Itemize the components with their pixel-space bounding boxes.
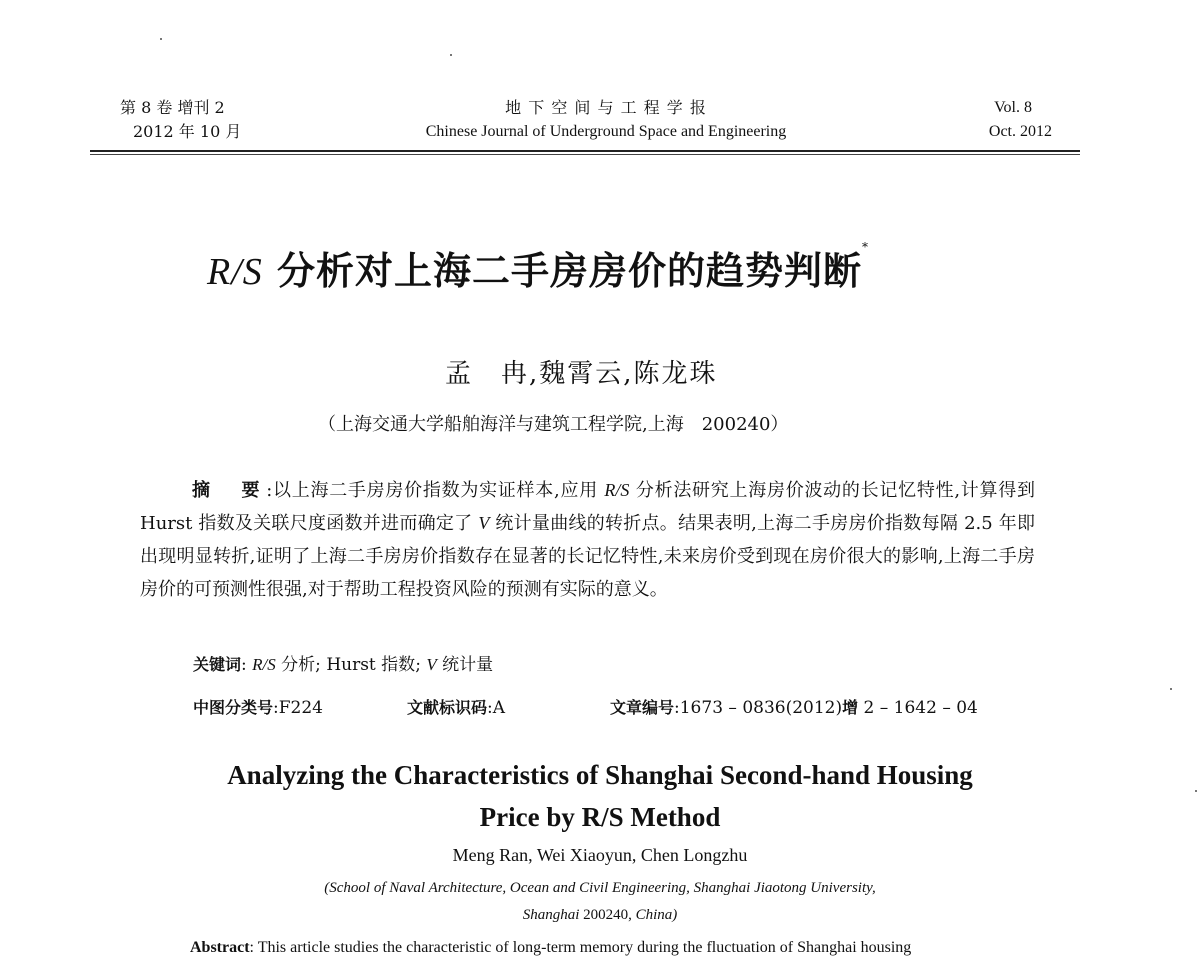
scan-speck [1170, 688, 1172, 690]
authors-cn: 孟 冉,魏霄云,陈龙珠 [445, 359, 718, 389]
keywords-label: 关键词 [193, 655, 242, 674]
title-cn-text: 分析对上海二手房房价的趋势判断 [262, 248, 863, 293]
title-rs-term: R/S [207, 251, 263, 293]
date-en: Oct. 2012 [988, 123, 1052, 140]
abstract-cn-label: 摘 要 [192, 480, 267, 501]
volume-issue-cn: 第 8 卷 增刊 2 [120, 98, 225, 117]
journal-name-cn: 地 下 空 间 与 工 程 学 报 [505, 98, 707, 117]
paper-title-cn [207, 240, 869, 295]
affiliation-en-line1: (School of Naval Architecture, Ocean and Civil Engineering, Shanghai Jiaotong University, [324, 880, 876, 896]
title-footnote-mark: * [862, 240, 870, 254]
abstract-en: Abstract: This article studies the characteristic of long-term memory during the fluctuation of Shanghai housing [190, 939, 912, 956]
scan-speck [1195, 790, 1197, 792]
document-code: 文献标识码:A [407, 698, 506, 718]
article-number: 文章编号:1673 – 0836(2012)增 2 – 1642 – 04 [610, 698, 978, 718]
abstract-en-label: Abstract [190, 939, 250, 956]
paper-title-en-line2: Price by R/S Method [479, 802, 721, 832]
scan-speck [160, 38, 162, 40]
clc-number: 中图分类号:F224 [193, 698, 323, 718]
paper-title-en-line1: Analyzing the Characteristics of Shanghai Second-hand Housing [227, 760, 973, 790]
journal-name-en: Chinese Journal of Underground Space and Engineering [425, 123, 787, 140]
keywords-cn: 关键词: R/S 分析; Hurst 指数; V 统计量 [193, 655, 494, 675]
volume-en: Vol. 8 [994, 99, 1032, 116]
scan-speck [450, 54, 452, 56]
header-rule-thick [90, 150, 1080, 152]
affiliation-en-line2: Shanghai 200240, China) [522, 907, 678, 923]
affiliation-cn: （上海交通大学船舶海洋与建筑工程学院,上海 200240） [318, 414, 789, 435]
date-cn: 2012 年 10 月 [133, 122, 242, 141]
authors-en: Meng Ran, Wei Xiaoyun, Chen Longzhu [452, 845, 748, 865]
header-rule-thin [90, 154, 1080, 155]
abstract-cn: 摘 要:以上海二手房房价指数为实证样本,应用 R/S 分析法研究上海房价波动的长记忆特性,计算得到 Hurst 指数及关联尺度函数并进而确定了 V 统计量曲线的转折点。结果表明,上海二手房房价指数每隔 2.5 年即出现明显转折,证明了上海二手房房价指数存在显著的长记忆特性,未来房价受到现在房价很大的影响,上海二手房房价的可预测性很强,对于帮助工程投资风险的预测有实际的意义。 [140, 480, 1035, 600]
